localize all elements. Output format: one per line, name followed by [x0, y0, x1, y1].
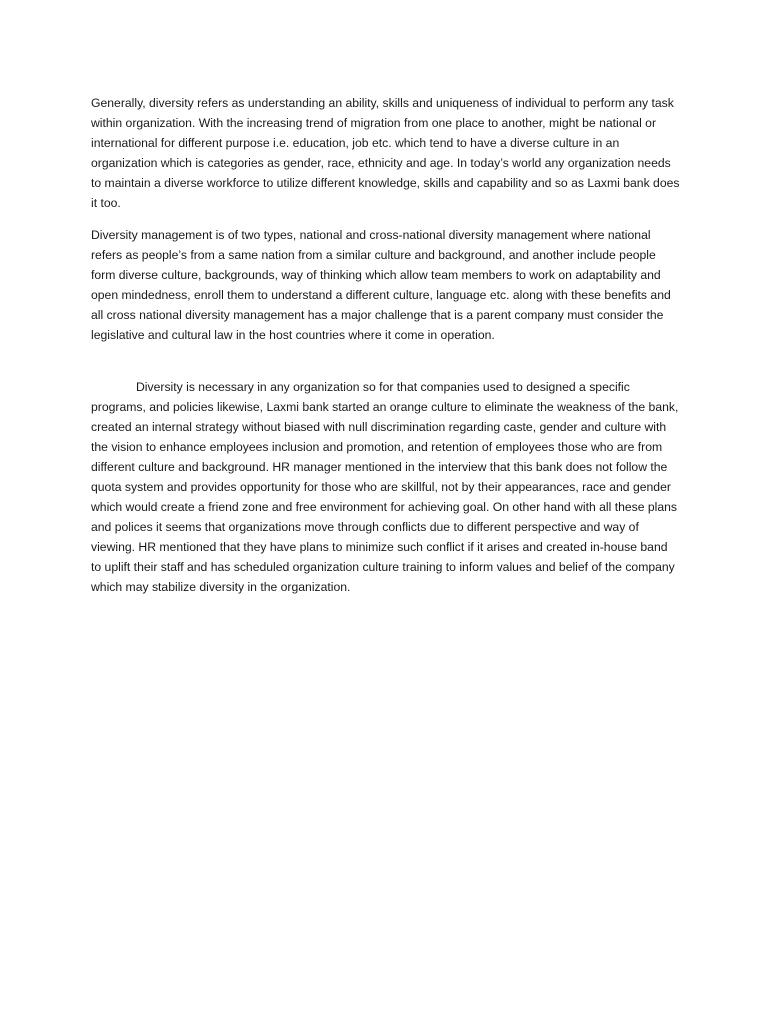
- paragraph-diversity-definition: Generally, diversity refers as understanding an ability, skills and uniqueness of individual to perform any task within organization. With the increasing trend of migration from one place to another, might be national or international for different purpose i.e. education, job etc. which tend to have a diverse culture in an organization which is categories as gender, race, ethnicity and age. In today’s world any organization needs to maintain a diverse workforce to utilize different knowledge, skills and capability and so as Laxmi bank does it too.: [91, 96, 680, 210]
- paragraph-laxmi-bank-programs: Diversity is necessary in any organization so for that companies used to designed a specific programs, and policies likewise, Laxmi bank started an orange culture to eliminate the weakness of the bank, created an internal strategy without biased with null discrimination regarding caste, gender and culture with the vision to enhance employees inclusion and promotion, and retention of employees those who are from different culture and background. HR manager mentioned in the interview that this bank does not follow the quota system and provides opportunity for those who are skillful, not by their appearances, race and gender which would create a friend zone and free environment for achieving goal. On other hand with all these plans and polices it seems that organizations move through conflicts due to different perspective and way of viewing. HR mentioned that they have plans to minimize such conflict if it arises and created in-house band to uplift their staff and has scheduled organization culture training to inform values and belief of the company which may stabilize diversity in the organization.: [91, 380, 679, 594]
- paragraph-diversity-management: Diversity management is of two types, national and cross-national diversity management where national refers as people’s from a same nation from a similar culture and background, and another include people form diverse culture, backgrounds, way of thinking which allow team members to work on adaptability and open mindedness, enroll them to understand a different culture, language etc. along with these benefits and all cross national diversity management has a major challenge that is a parent company must consider the legislative and cultural law in the host countries where it come in operation.: [91, 228, 671, 342]
- document-body: [91, 93, 681, 597]
